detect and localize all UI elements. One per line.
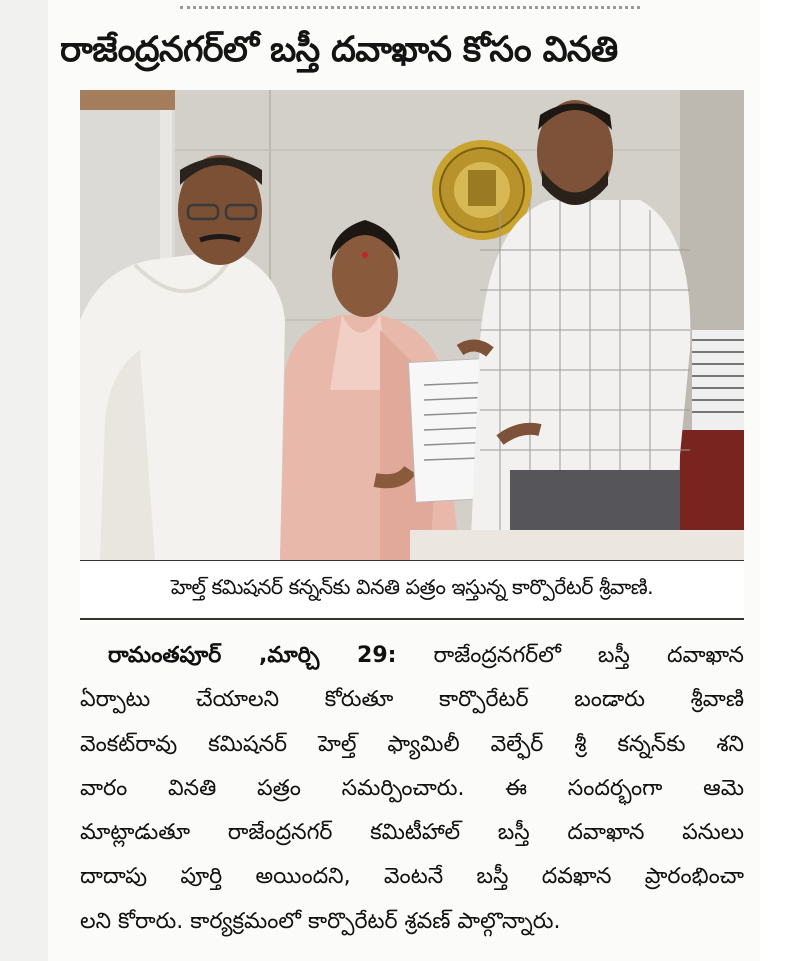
news-photo bbox=[80, 90, 744, 560]
page-edge bbox=[0, 0, 48, 961]
body-line-4: వారం వినతి పత్రం సమర్పించారు. ఈ సందర్భంగా ఆమె bbox=[80, 775, 744, 801]
body-line-1: రామంతపూర్ ,మార్చి 29: రాజేంద్రనగర్‌లో బస్తీ దవాఖాన bbox=[108, 643, 744, 668]
cut-text-strip bbox=[60, 0, 750, 10]
article-body bbox=[80, 634, 744, 944]
body-line-7: లని కోరారు. కార్యక్రమంలో కార్పొరేటర్ శ్రవణ్ పాల్గొన్నారు. bbox=[80, 908, 561, 934]
headline: రాజేంద్రనగర్‌లో బస్తీ దవాఖాన కోసం వినతి bbox=[60, 30, 618, 70]
body-line-2: ఏర్పాటు చేయాలని కోరుతూ కార్పొరేటర్ బండారు శ్రీవాణి bbox=[80, 687, 744, 713]
body-line-3: వెంకట్‌రావు కమిషనర్ హెల్త్ ఫ్యామిలీ వెల్ఫేర్ శ్రీ కన్నన్‌కు శని bbox=[80, 731, 744, 757]
divider bbox=[80, 618, 744, 620]
body-line-5: మాట్లాడుతూ రాజేంద్రనగర్ కమిటీహాల్ బస్తీ దవాఖాన పనులు bbox=[80, 820, 744, 846]
dateline: రామంతపూర్ ,మార్చి 29: bbox=[108, 643, 397, 668]
body-line-6: దాదాపు పూర్తి అయిందని, వెంటనే బస్తీ దవఖాన ప్రారంభించా bbox=[80, 864, 744, 890]
photo-caption: హెల్త్ కమిషనర్ కన్నన్‌కు వినతి పత్రం ఇస్తున్న కార్పొరేటర్ శ్రీవాణి. bbox=[80, 560, 744, 617]
